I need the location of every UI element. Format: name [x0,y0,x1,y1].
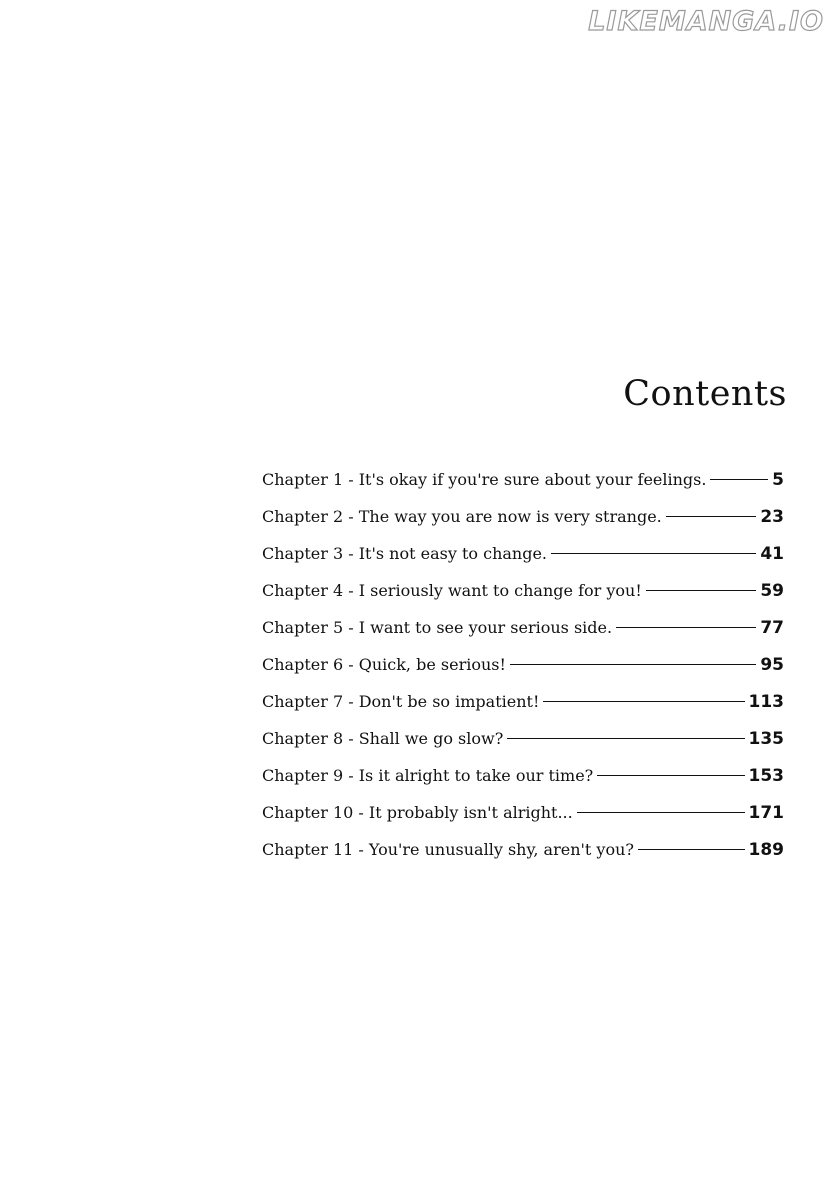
toc-entry [262,507,784,544]
chapter-title: Chapter 4 - I seriously want to change for you! [262,581,642,600]
leader-line [510,664,756,665]
page-number: 59 [760,581,784,601]
page-number: 135 [748,729,784,749]
leader-line [577,812,745,813]
toc-entry [262,618,784,655]
page-number: 23 [760,507,784,527]
page-number: 95 [760,655,784,675]
page-number: 153 [748,766,784,786]
chapter-title: Chapter 9 - Is it alright to take our time? [262,766,594,785]
leader-line [616,627,756,628]
table-of-contents [262,470,784,877]
toc-entry [262,840,784,877]
chapter-title: Chapter 8 - Shall we go slow? [262,729,504,748]
page-number: 113 [748,692,784,712]
chapter-title: Chapter 7 - Don't be so impatient! [262,692,540,711]
chapter-title: Chapter 10 - It probably isn't alright... [262,803,573,822]
leader-line [710,479,768,480]
toc-entry [262,803,784,840]
chapter-title: Chapter 11 - You're unusually shy, aren't you? [262,840,634,859]
leader-line [507,738,744,739]
leader-line [543,701,744,702]
page-number: 77 [760,618,784,638]
chapter-title: Chapter 2 - The way you are now is very strange. [262,507,662,526]
toc-entry [262,544,784,581]
toc-entry [262,692,784,729]
chapter-title: Chapter 6 - Quick, be serious! [262,655,506,674]
page-number: 171 [748,803,784,823]
page-title: Contents [623,374,787,414]
leader-line [551,553,756,554]
leader-line [666,516,757,517]
chapter-title: Chapter 1 - It's okay if you're sure about your feelings. [262,470,707,489]
page-number: 189 [748,840,784,860]
toc-entry [262,729,784,766]
toc-entry [262,766,784,803]
watermark: LIKEMANGA.IO [588,6,824,37]
toc-entry [262,581,784,618]
page-number: 5 [772,470,784,490]
leader-line [597,775,744,776]
leader-line [646,590,757,591]
chapter-title: Chapter 5 - I want to see your serious side. [262,618,613,637]
toc-entry [262,470,784,507]
chapter-title: Chapter 3 - It's not easy to change. [262,544,548,563]
page-number: 41 [760,544,784,564]
toc-entry [262,655,784,692]
leader-line [638,849,745,850]
